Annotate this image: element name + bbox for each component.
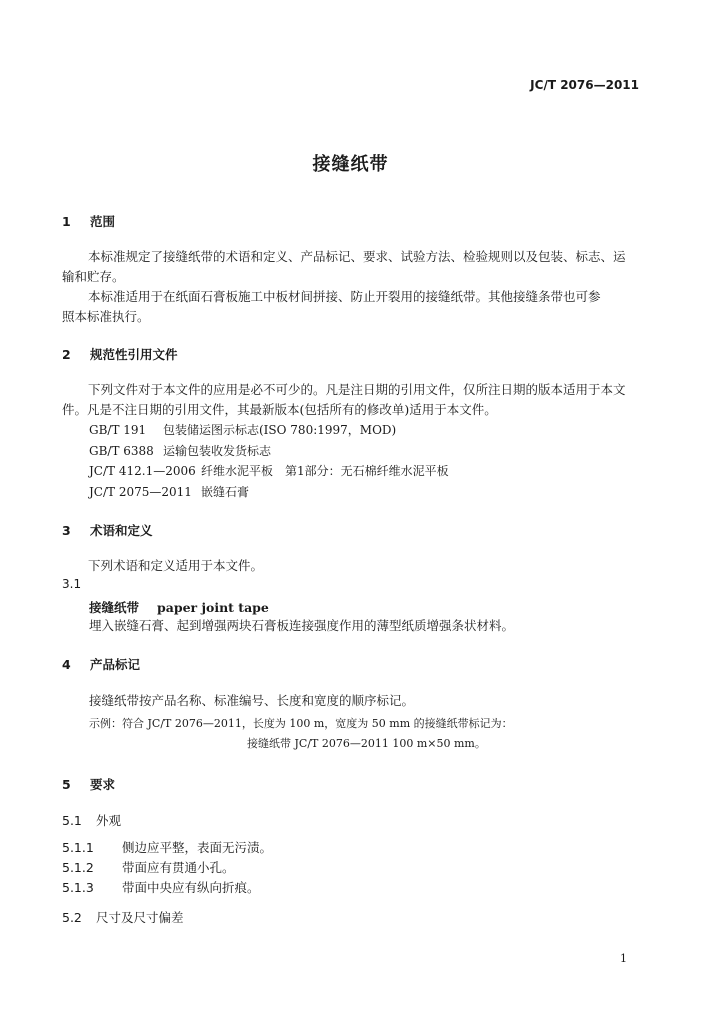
- marking-sample: 接缝纸带 JC/T 2076—2011 100 m×50 mm。: [247, 737, 486, 750]
- section-3-intro: 下列术语和定义适用于本文件。: [88, 558, 264, 573]
- standard-code: JC/T 2076—2011: [530, 78, 639, 92]
- clause-number: 5.1.3: [62, 880, 94, 895]
- section-title: 术语和定义: [90, 523, 153, 538]
- marking-example: 示例：符合 JC/T 2076—2011，长度为 100 m，宽度为 50 mm 的接缝纸带标记为：: [89, 717, 513, 730]
- reference-item: [89, 441, 449, 462]
- section-number: 1: [62, 214, 71, 229]
- section-5-heading: [62, 775, 115, 793]
- reference-item: [89, 420, 449, 441]
- section-number: 4: [62, 657, 71, 672]
- requirement-item: [62, 838, 272, 856]
- section-3-heading: [62, 521, 153, 539]
- clause-text: 带面中央应有纵向折痕。: [122, 880, 260, 895]
- paragraph-line: 本标准规定了接缝纸带的术语和定义、产品标记、要求、试验方法、检验规则以及包装、标志、运: [88, 249, 626, 264]
- reference-title: 包装储运图示标志(ISO 780:1997，MOD): [163, 423, 397, 437]
- term-english: paper joint tape: [157, 600, 269, 615]
- section-4-heading: [62, 655, 140, 673]
- term-number: 3.1: [62, 577, 82, 591]
- reference-code: JC/T 412.1—2006: [89, 464, 196, 478]
- requirement-item: [62, 858, 235, 876]
- clause-text: 侧边应平整，表面无污渍。: [122, 840, 273, 855]
- section-2-heading: [62, 345, 178, 363]
- section-1-heading: [62, 212, 115, 230]
- section-1-body: [62, 247, 642, 327]
- term-entry: [89, 598, 269, 616]
- paragraph-line: 件。凡是不注日期的引用文件，其最新版本(包括所有的修改单)适用于本文件。: [62, 402, 497, 417]
- paragraph-line: 输和贮存。: [62, 269, 125, 284]
- reference-code: GB/T 191: [89, 423, 147, 437]
- subsection-5-2-heading: [62, 908, 184, 926]
- requirement-item: [62, 878, 260, 896]
- reference-title: 运输包装收发货标志: [163, 443, 272, 458]
- section-number: 5: [62, 777, 71, 792]
- section-title: 规范性引用文件: [90, 347, 178, 362]
- clause-number: 5.1.1: [62, 840, 94, 855]
- normative-references-list: [89, 420, 449, 502]
- section-title: 产品标记: [90, 657, 141, 672]
- reference-title: 嵌缝石膏: [201, 484, 250, 499]
- section-title: 范围: [90, 214, 116, 229]
- clause-number: 5.1.2: [62, 860, 94, 875]
- reference-item: [89, 461, 449, 482]
- reference-title: 纤维水泥平板 第1部分：无石棉纤维水泥平板: [201, 464, 449, 478]
- reference-code: GB/T 6388: [89, 443, 154, 458]
- marking-text: 接缝纸带按产品名称、标准编号、长度和宽度的顺序标记。: [89, 693, 415, 708]
- page-number: 1: [620, 952, 627, 965]
- subsection-title: 尺寸及尺寸偏差: [96, 910, 184, 925]
- term-definition: 埋入嵌缝石膏、起到增强两块石膏板连接强度作用的薄型纸质增强条状材料。: [89, 618, 515, 633]
- paragraph-line: 本标准适用于在纸面石膏板施工中板材间拼接、防止开裂用的接缝纸带。其他接缝条带也可参: [88, 289, 601, 304]
- paragraph-line: 下列文件对于本文件的应用是必不可少的。凡是注日期的引用文件，仅所注日期的版本适用于本文: [88, 382, 626, 397]
- term-chinese: 接缝纸带: [89, 600, 140, 615]
- clause-text: 带面应有贯通小孔。: [122, 860, 235, 875]
- section-number: 3: [62, 523, 71, 538]
- reference-item: [89, 482, 449, 503]
- section-number: 2: [62, 347, 71, 362]
- section-title: 要求: [90, 777, 116, 792]
- reference-code: JC/T 2075—2011: [89, 484, 192, 499]
- subsection-number: 5.2: [62, 910, 82, 925]
- section-2-intro: [62, 380, 642, 420]
- subsection-5-1-heading: [62, 811, 121, 829]
- paragraph-line: 照本标准执行。: [62, 309, 150, 324]
- subsection-title: 外观: [96, 813, 122, 828]
- document-title: 接缝纸带: [312, 154, 389, 175]
- subsection-number: 5.1: [62, 813, 82, 828]
